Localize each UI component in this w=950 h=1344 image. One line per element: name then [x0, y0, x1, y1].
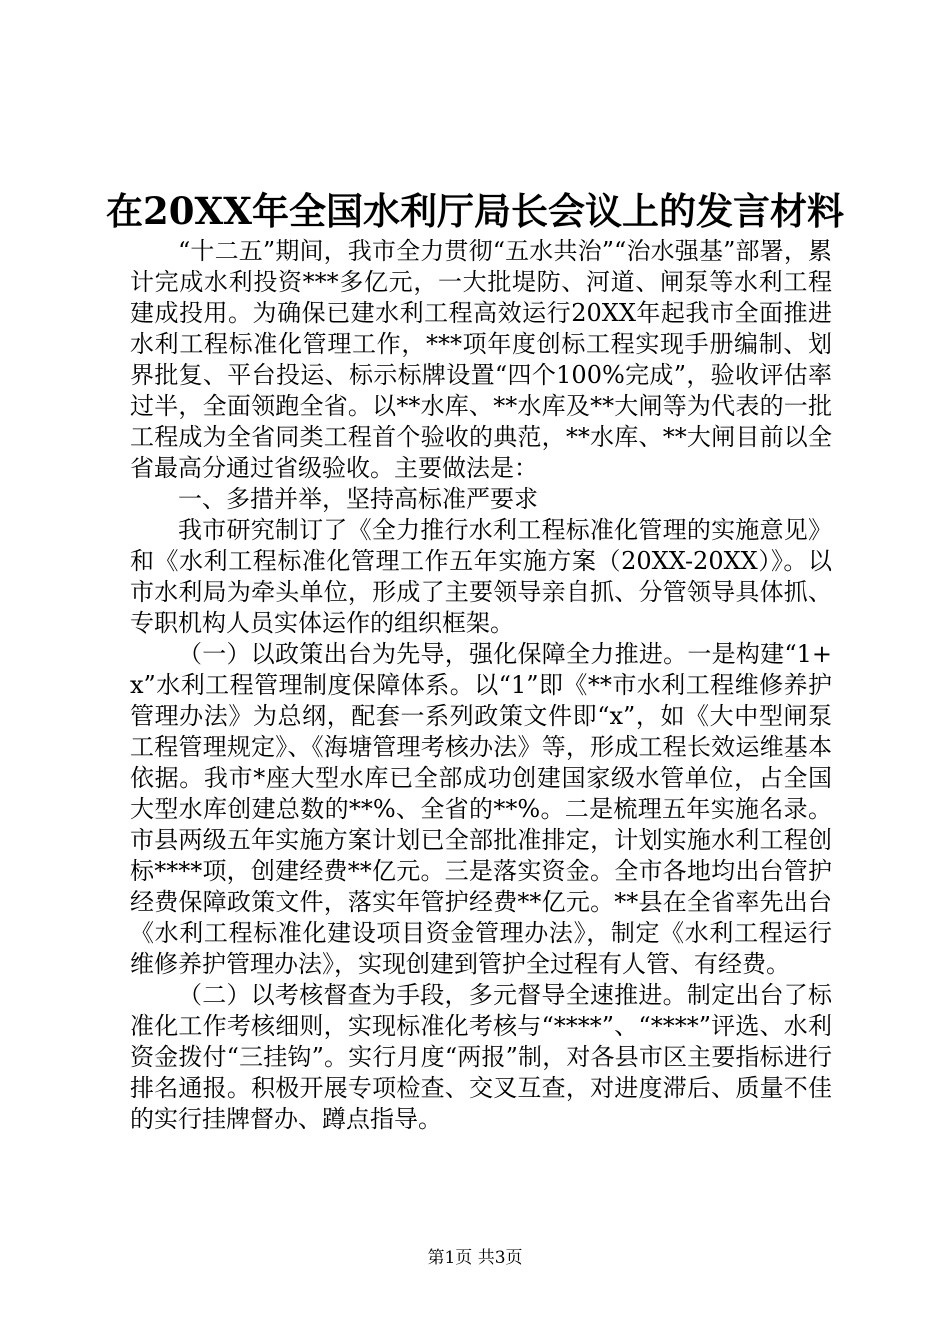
section-paragraph-2: （一）以政策出台为先导，强化保障全力推进。一是构建“1+x”水利工程管理制度保障体系。以“1”即《**市水利工程维修养护管理办法》为总纲，配套一系列政策文件即“x”，如《大中型闸泵工程管理规定》、《海塘管理考核办法》等，形成工程长效运维基本依据。我市*座大型水库已全部成功创建国家级水管单位，占全国大型水库创建总数的**%、全省的**%。二是梳理五年实施名录。市县两级五年实施方案计划已全部批准排定，计划实施水利工程创标****项，创建经费**亿元。三是落实资金。全市各地均出台管护经费保障政策文件，落实年管护经费**亿元。**县在全省率先出台《水利工程标准化建设项目资金管理办法》，制定《水利工程运行维修养护管理办法》，实现创建到管护全过程有人管、有经费。 — [130, 640, 832, 978]
page-number-footer: 第1页 共3页 — [427, 1248, 523, 1268]
document-body — [130, 236, 832, 1135]
section-heading: 一、多措并举，坚持高标准严要求 — [178, 485, 538, 513]
section-paragraph-1: 我市研究制订了《全力推行水利工程标准化管理的实施意见》和《水利工程标准化管理工作五年实施方案（20XX-20XX）》。以市水利局为牵头单位，形成了主要领导亲自抓、分管领导具体抓、专职机构人员实体运作的组织框架。 — [130, 516, 832, 637]
document-title: 在20XX年全国水利厅局长会议上的发言材料 — [106, 189, 844, 233]
section-paragraph-3: （二）以考核督查为手段，多元督导全速推进。制定出台了标准化工作考核细则，实现标准化考核与“****”、“****”评选、水利资金拨付“三挂钩”。实行月度“两报”制，对各县市区主要指标进行排名通报。积极开展专项检查、交叉互查，对进度滞后、质量不佳的实行挂牌督办、蹲点指导。 — [130, 981, 832, 1133]
intro-paragraph: “十二五”期间，我市全力贯彻“五水共治”“治水强基”部署，累计完成水利投资***多亿元，一大批堤防、河道、闸泵等水利工程建成投用。为确保已建水利工程高效运行20XX年起我市全面推进水利工程标准化管理工作，***项年度创标工程实现手册编制、划界批复、平台投运、标示标牌设置“四个100%完成”，验收评估率过半，全面领跑全省。以**水库、**水库及**大闸等为代表的一批工程成为全省同类工程首个验收的典范，**水库、**大闸目前以全省最高分通过省级验收。主要做法是： — [130, 237, 832, 482]
